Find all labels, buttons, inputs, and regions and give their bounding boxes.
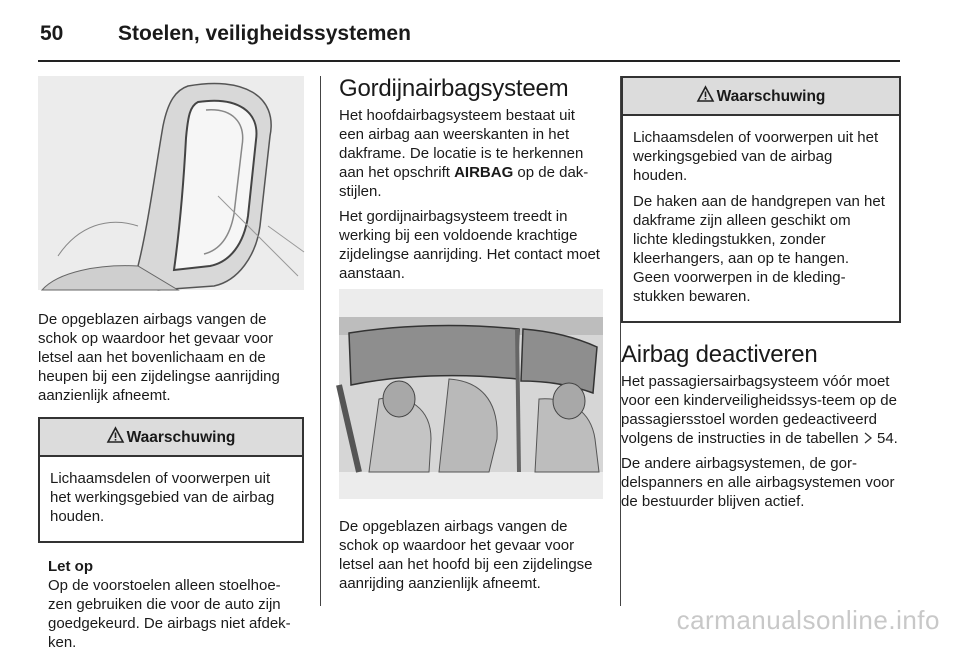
warning-box-body [623,116,899,321]
curtain-figure-caption: De opgeblazen airbags vangen de schok op waardoor het gevaar voor letsel aan het hoofd bij een zijdelingse aanrijding aanzienlijk afneemt. [339,518,593,592]
section-heading-airbag-deactivation: Airbag deactiveren [621,341,818,368]
section-heading-curtain-airbag: Gordijnairbagsysteem [339,75,569,102]
page-number: 50 [40,22,64,45]
warning-title: Waarschuwing [716,87,826,105]
note-title: Let op [48,558,93,575]
watermark: carmanualsonline.info [676,605,940,635]
column-middle [339,76,603,599]
warning-text: Lichaamsdelen of voorwerpen uit het werkingsgebied van de airbag houden. [50,470,275,525]
warning-triangle-icon [107,427,124,448]
seat-figure-caption: De opgeblazen airbags vangen de schok op waardoor het gevaar voor letsel aan het bovenlichaam en de heupen bij een zijdelingse aanrijding aanzienlijk afneemt. [38,311,280,404]
warning-text-2: De haken aan de handgrepen van het dakframe zijn alleen geschikt om lichte kledingstukken, zonder kleerhangers, aan op te hangen. Geen voorwerpen in de kleding-stukken bewaren. [633,193,885,305]
deactivation-paragraph-1: Het passagiersairbagsysteem vóór moet voor een kinderveiligheidssys-teem op de passagiersstoel worden gedeactiveerd volgens de instructies in de tabellen 54. [621,373,898,447]
warning-text-1: Lichaamsdelen of voorwerpen uit het werkingsgebied van de airbag houden. [633,129,879,184]
airbag-label: AIRBAG [454,164,514,181]
curtain-airbag-illustration [339,289,603,499]
column-left [38,76,304,652]
seat-airbag-illustration [38,76,304,290]
note-block [38,557,304,652]
warning-box-body [40,457,302,541]
curtain-airbag-paragraph-1: Het hoofdairbagsysteem bestaat uit een airbag aan weerskanten in het dakframe. De locatie is te herkennen aan het opschrift AIRBAG op de dak-stijlen. [339,107,589,200]
page-reference-arrow-icon [863,430,873,447]
curtain-airbag-paragraph-2: Het gordijnairbagsysteem treedt in werking bij een voldoende krachtige zijdelingse aanrijding. Het contact moet aanstaan. [339,208,600,282]
warning-title: Waarschuwing [126,428,236,446]
warning-box [621,76,901,323]
header-rule [38,60,900,62]
deactivation-paragraph-2: De andere airbagsystemen, de gor-delspanners en alle airbagsystemen voor de bestuurder blijven actief. [621,455,895,510]
column-right [621,76,901,517]
page-reference-link[interactable]: 54. [877,430,898,447]
column-divider [320,76,321,606]
warning-box [38,417,304,543]
page-header-title: Stoelen, veiligheidssystemen [118,22,411,45]
note-text: Op de voorstoelen alleen stoelhoe-zen gebruiken die voor de auto zijn goedgekeurd. De airbags niet afdek-ken. [48,577,291,651]
warning-box-header [623,78,899,116]
warning-triangle-icon [697,86,714,107]
warning-box-header [40,419,302,457]
